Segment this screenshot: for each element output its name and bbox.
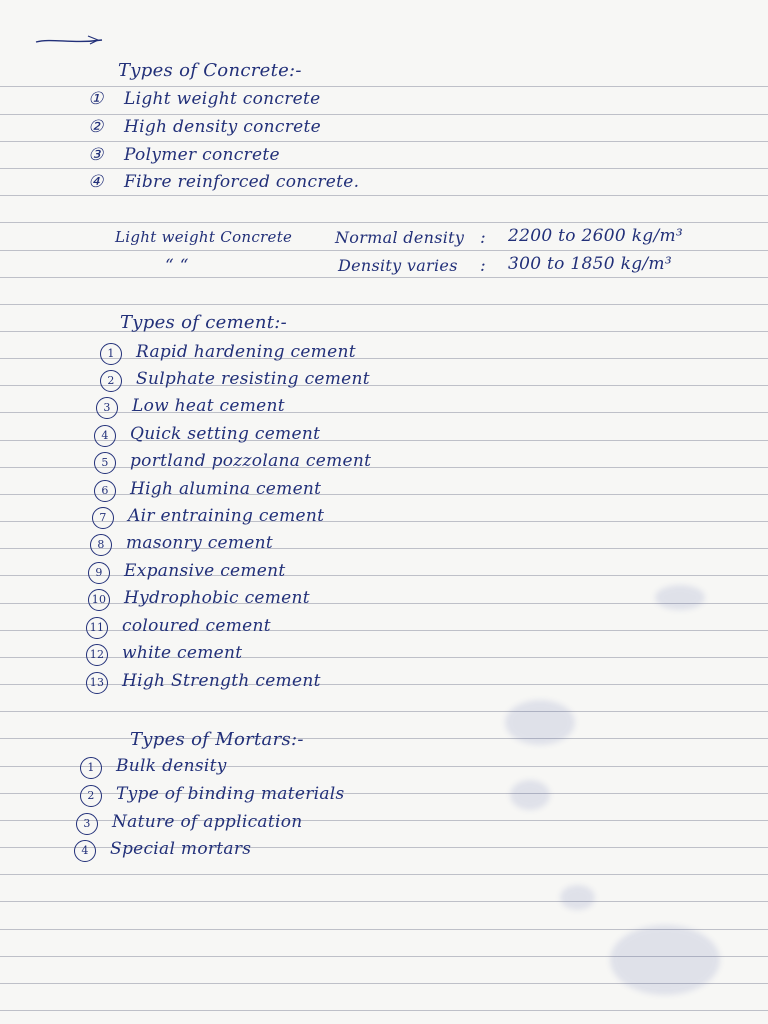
item-text: Rapid hardening cement	[136, 342, 356, 362]
ruled-line	[0, 114, 768, 115]
ink-smudge	[610, 925, 720, 995]
item-number: 2	[100, 370, 122, 392]
mortar-heading: Types of Mortars:-	[130, 729, 304, 750]
item-text: Polymer concrete	[124, 145, 280, 165]
cement-item	[86, 672, 321, 694]
concrete-item	[88, 147, 280, 164]
pen-scribble-mark	[32, 28, 112, 50]
item-number: ②	[88, 117, 104, 137]
cement-item	[90, 534, 273, 556]
density-note-value: 300 to 1850 kg/m³	[508, 254, 672, 274]
density-note-value: 2200 to 2600 kg/m³	[508, 226, 684, 246]
ruled-line	[0, 1010, 768, 1011]
cement-item	[88, 589, 310, 611]
item-number: 4	[94, 425, 116, 447]
ruled-line	[0, 168, 768, 169]
ruled-line	[0, 711, 768, 712]
density-note-label: Normal density	[335, 228, 465, 247]
item-text: Light weight concrete	[124, 89, 321, 109]
ruled-line	[0, 250, 768, 251]
cement-heading: Types of cement:-	[120, 312, 288, 333]
mortar-item	[80, 757, 227, 779]
cement-item	[86, 644, 242, 666]
item-number: 5	[94, 452, 116, 474]
density-note-sep: :	[480, 228, 487, 248]
item-number: ①	[88, 89, 104, 109]
ruled-line	[0, 86, 768, 87]
cement-item	[88, 562, 286, 584]
item-number: 1	[100, 343, 122, 365]
item-text: white cement	[122, 643, 243, 663]
item-text: portland pozzolana cement	[130, 451, 372, 471]
ink-smudge	[560, 885, 595, 910]
mortar-item	[76, 813, 303, 835]
mortar-item	[80, 785, 345, 807]
ruled-line	[0, 141, 768, 142]
item-number: 13	[86, 672, 108, 694]
item-number: 10	[88, 589, 110, 611]
item-number: 2	[80, 785, 102, 807]
density-note-label: Density varies	[338, 256, 458, 275]
item-text: Bulk density	[116, 756, 227, 776]
item-text: Expansive cement	[124, 561, 286, 581]
item-number: 1	[80, 757, 102, 779]
item-number: 6	[94, 480, 116, 502]
mortar-item	[74, 840, 251, 862]
ink-smudge	[505, 700, 575, 745]
cement-item	[100, 370, 370, 392]
cement-item	[100, 343, 356, 365]
item-number: 8	[90, 534, 112, 556]
ruled-line	[0, 901, 768, 902]
ruled-line	[0, 738, 768, 739]
item-text: Quick setting cement	[130, 424, 321, 444]
cement-item	[94, 480, 321, 502]
concrete-item	[88, 119, 321, 136]
cement-item	[86, 617, 271, 639]
concrete-heading: Types of Concrete:-	[118, 60, 302, 81]
item-text: Type of binding materials	[116, 784, 345, 804]
item-number: 12	[86, 644, 108, 666]
cement-item	[94, 425, 320, 447]
cement-item	[92, 507, 324, 529]
ruled-line	[0, 277, 768, 278]
item-number: 3	[76, 813, 98, 835]
density-note-sep: :	[480, 256, 487, 276]
item-text: High density concrete	[124, 117, 321, 137]
item-text: Air entraining cement	[128, 506, 325, 526]
item-text: Special mortars	[110, 839, 252, 859]
item-text: Nature of application	[112, 812, 303, 832]
item-text: Sulphate resisting cement	[136, 369, 370, 389]
item-number: 7	[92, 507, 114, 529]
item-number: 4	[74, 840, 96, 862]
concrete-item	[88, 174, 359, 191]
item-number: ④	[88, 172, 104, 192]
ruled-line	[0, 222, 768, 223]
item-text: coloured cement	[122, 616, 271, 636]
cement-item	[96, 397, 285, 419]
item-number: ③	[88, 145, 104, 165]
ditto-marks: “ “	[165, 256, 189, 276]
item-text: High Strength cement	[122, 671, 321, 691]
ruled-line	[0, 331, 768, 332]
item-text: Fibre reinforced concrete.	[124, 172, 360, 192]
ruled-line	[0, 195, 768, 196]
item-number: 11	[86, 617, 108, 639]
ink-smudge	[655, 585, 705, 610]
density-note-left: Light weight Concrete	[115, 228, 293, 246]
ruled-line	[0, 304, 768, 305]
item-text: High alumina cement	[130, 479, 322, 499]
item-text: masonry cement	[126, 533, 274, 553]
ink-smudge	[510, 780, 550, 810]
ruled-line	[0, 874, 768, 875]
item-text: Low heat cement	[132, 396, 285, 416]
cement-item	[94, 452, 371, 474]
item-number: 9	[88, 562, 110, 584]
item-text: Hydrophobic cement	[124, 588, 310, 608]
item-number: 3	[96, 397, 118, 419]
concrete-item	[88, 91, 321, 108]
